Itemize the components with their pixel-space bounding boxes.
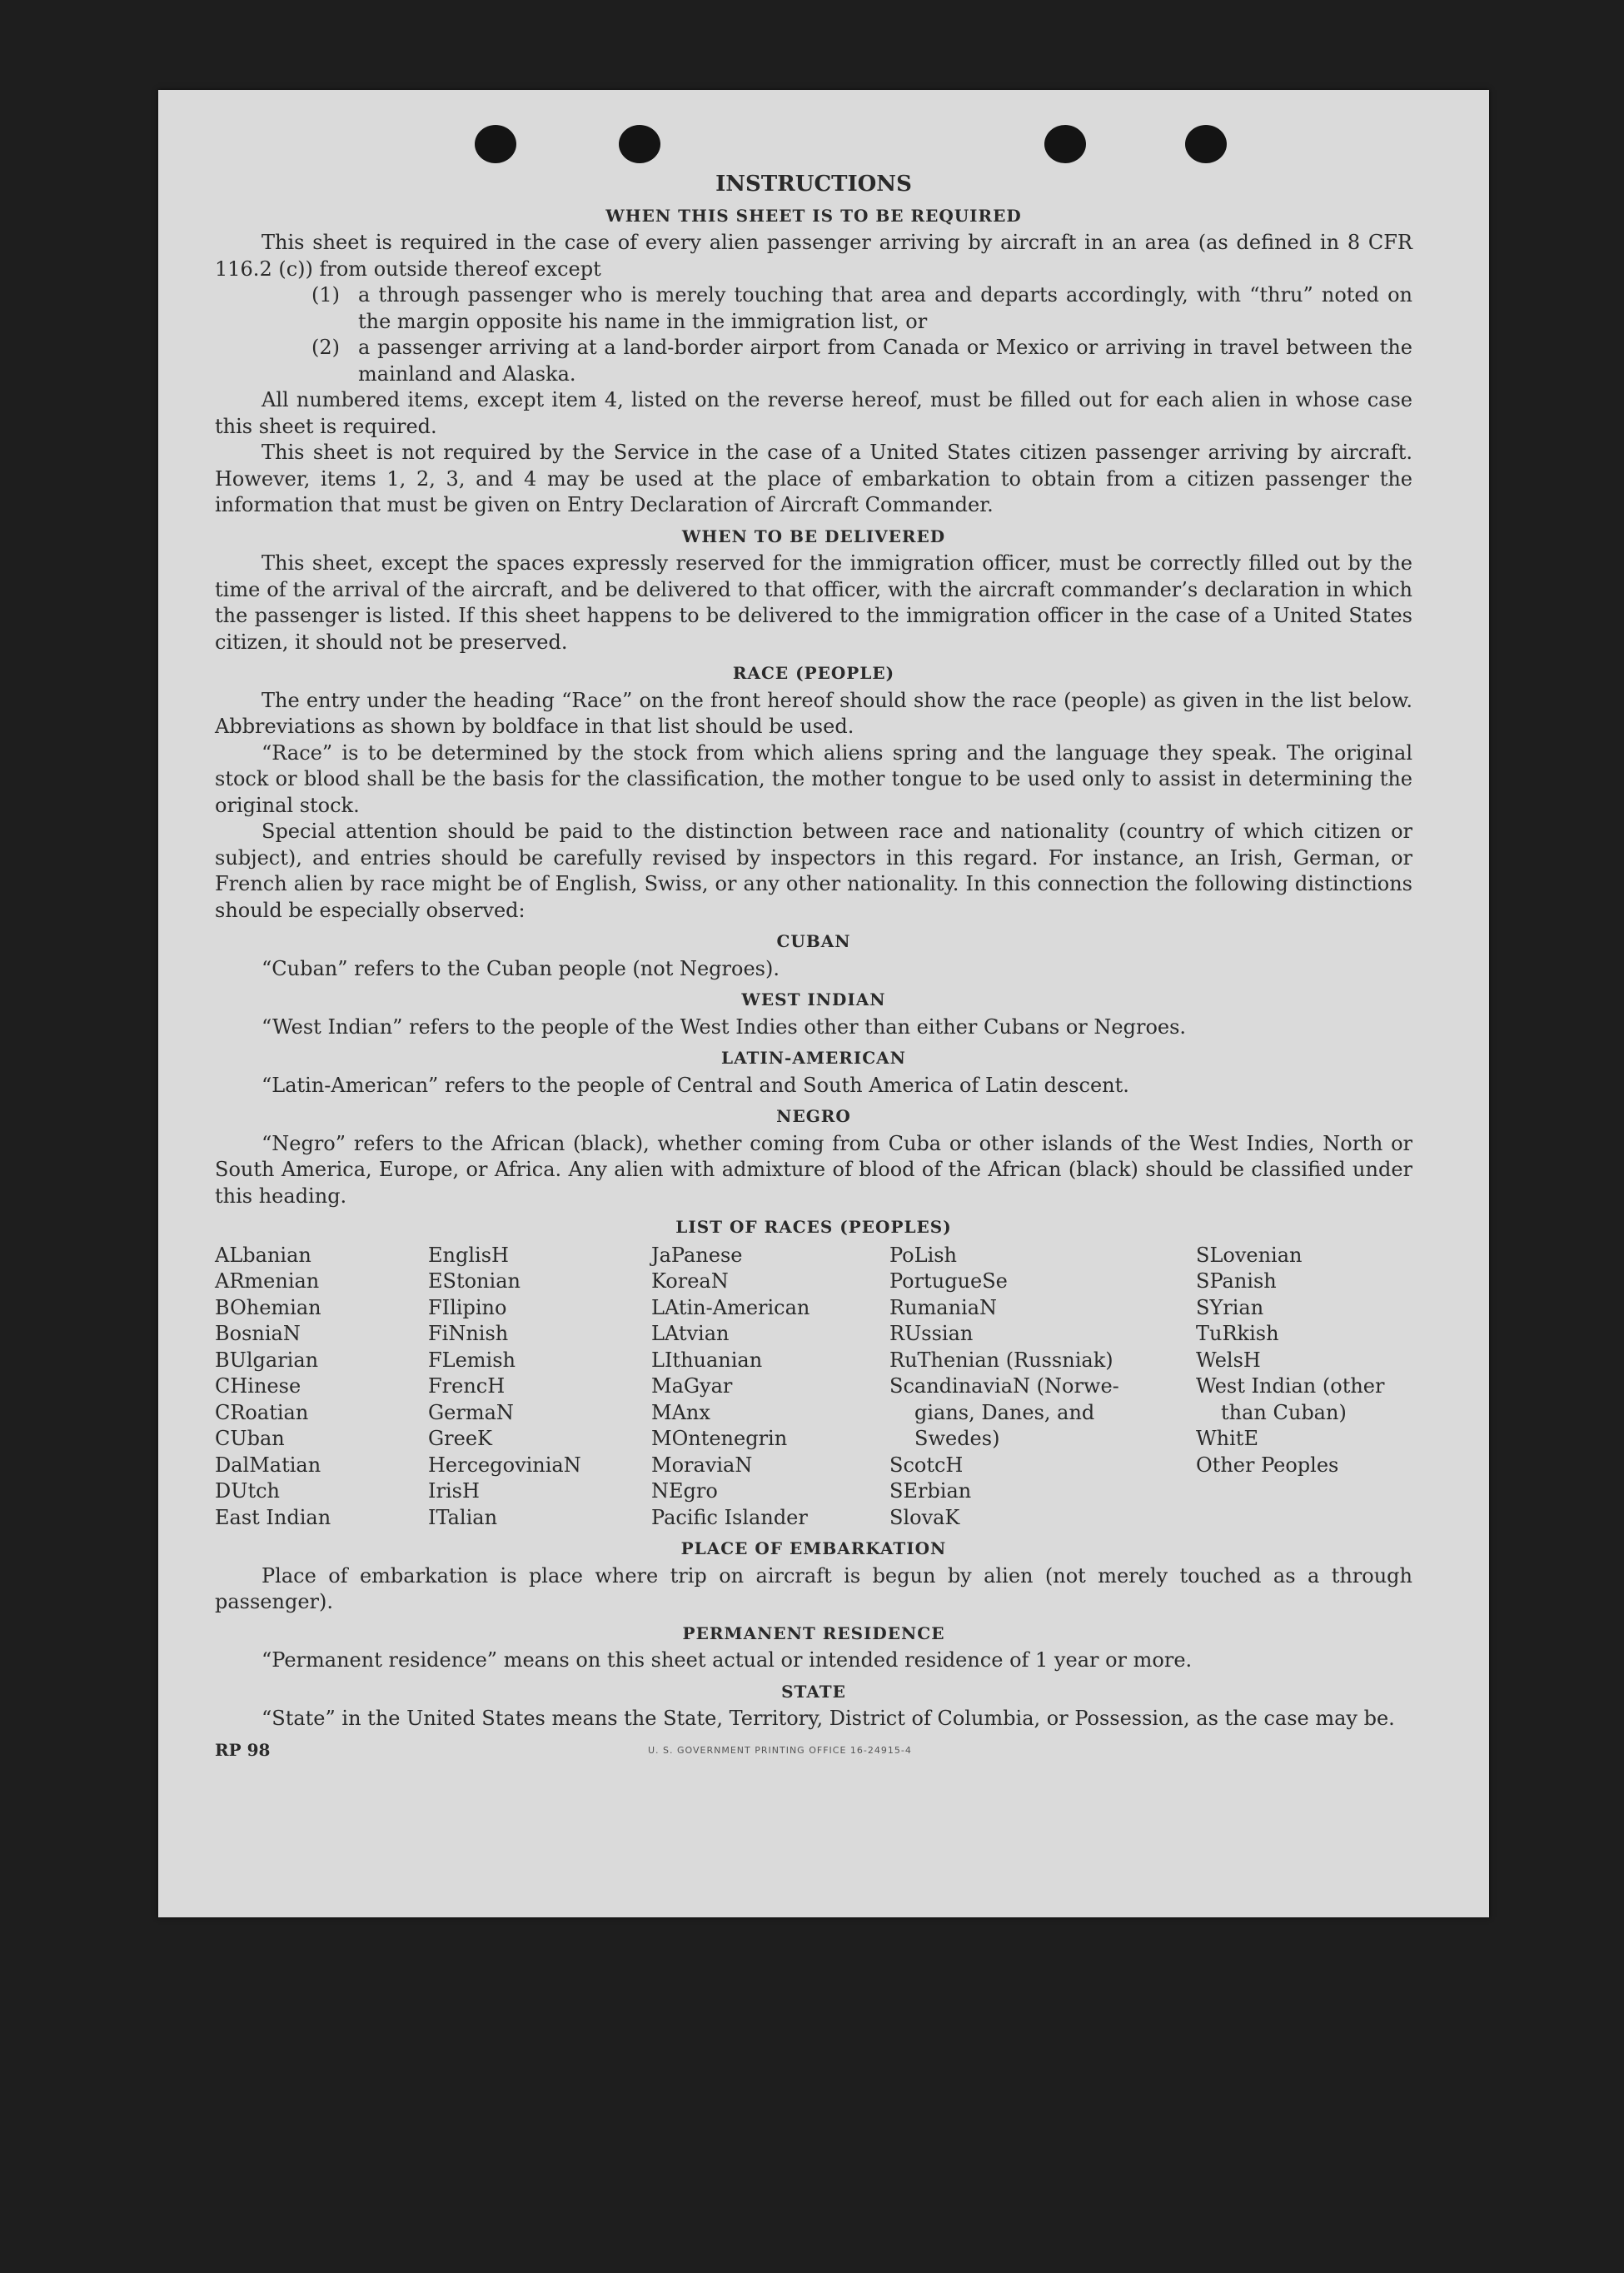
race-entry: EnglisH: [428, 1243, 509, 1267]
race-entry: CHinese: [215, 1374, 301, 1398]
race-entry: MAnx: [651, 1400, 710, 1424]
paragraph: All numbered items, except item 4, listed on the reverse hereof, must be filled out for each alien in whose case this sheet is required.: [215, 388, 1412, 438]
paragraph: “Latin-American” refers to the people of Central and South America of Latin descent.: [262, 1073, 1129, 1097]
list-item: [215, 335, 1412, 387]
race-entry: East Indian: [215, 1505, 331, 1529]
section-heading: PERMANENT RESIDENCE: [682, 1623, 945, 1643]
races-column: [889, 1243, 1196, 1532]
punch-hole: [619, 125, 660, 163]
section-heading: NEGRO: [776, 1106, 851, 1126]
race-entry: PoLish: [889, 1243, 958, 1267]
race-entry: ALbanian: [215, 1243, 311, 1267]
paragraph: “West Indian” refers to the people of the West Indies other than either Cubans or Negroes.: [262, 1014, 1187, 1039]
race-entry: Other Peoples: [1196, 1453, 1339, 1477]
paragraph: “State” in the United States means the State, Territory, District of Columbia, or Possession, as the case may be.: [262, 1707, 1395, 1730]
paragraph: This sheet, except the spaces expressly reserved for the immigration officer, must be correctly filled out by the time of the arrival of the aircraft, and be delivered to that officer, with the aircraft commander’s declaration in which the passenger is listed. If this sheet happens to be delivered to the immigration officer in the case of a United States citizen, it should not be preserved.: [215, 551, 1412, 654]
paragraph: Place of embarkation is place where trip on aircraft is begun by alien (not merely touched as a through passenger).: [215, 1563, 1412, 1613]
item-text: a passenger arriving at a land-border airport from Canada or Mexico or arriving in travel between the mainland and Alaska.: [358, 336, 1412, 386]
document-page: [158, 90, 1489, 1917]
race-entry: MoraviaN: [651, 1453, 753, 1477]
race-entry: EStonian: [428, 1269, 521, 1293]
paragraph: “Negro” refers to the African (black), whether coming from Cuba or other islands of the West Indies, North or South America, Europe, or Africa. Any alien with admixture of blood of the African (black) should be classified under this heading.: [215, 1131, 1412, 1208]
paragraph: This sheet is not required by the Service in the case of a United States citizen passenger arriving by aircraft. However, items 1, 2, 3, and 4 may be used at the place of embarkation to obtain from a citizen passenger the information that must be given on Entry Declaration of Aircraft Commander.: [215, 441, 1412, 516]
race-entry: BOhemian: [215, 1295, 321, 1319]
race-entry: RUssian: [889, 1322, 974, 1345]
section-heading: WHEN TO BE DELIVERED: [681, 526, 946, 546]
race-entry: CUban: [215, 1427, 285, 1450]
race-entry: ScandinaviaN (Norwe-: [889, 1374, 1119, 1398]
section-heading: PLACE OF EMBARKATION: [680, 1538, 947, 1558]
race-entry: JaPanese: [651, 1243, 743, 1267]
paragraph: Special attention should be paid to the distinction between race and nationality (country of which citizen or subject), and entries should be carefully revised by inspectors in this regard. For instance, an Irish, German, or French alien by race might be of English, Swiss, or any other nationality. In this connection the following distinctions should be especially observed:: [215, 820, 1412, 922]
section-heading: LIST OF RACES (PEOPLES): [675, 1217, 952, 1237]
race-entry: LAtvian: [651, 1322, 730, 1345]
race-entry: FIlipino: [428, 1295, 507, 1319]
section-heading: WHEN THIS SHEET IS TO BE REQUIRED: [605, 205, 1022, 226]
punch-hole: [1044, 125, 1086, 163]
races-column: [428, 1243, 651, 1532]
item-number: (2): [311, 336, 340, 359]
paragraph: This sheet is required in the case of every alien passenger arriving by aircraft in an area (as defined in 8 CFR 116.2 (c)) from outside thereof except: [215, 231, 1412, 281]
race-entry: FrencH: [428, 1374, 506, 1398]
race-entry: SlovaK: [889, 1505, 960, 1529]
race-entry: WhitE: [1196, 1427, 1258, 1450]
race-entry: HercegoviniaN: [428, 1453, 581, 1477]
section-heading: STATE: [781, 1681, 846, 1702]
section-heading: WEST INDIAN: [741, 989, 886, 1009]
race-entry: GreeK: [428, 1427, 492, 1450]
race-entry: ITalian: [428, 1505, 498, 1529]
races-list: [215, 1243, 1412, 1532]
list-item: [215, 282, 1412, 335]
race-entry: MOntenegrin: [651, 1427, 788, 1450]
section-heading: LATIN-AMERICAN: [721, 1048, 906, 1068]
race-entry: West Indian (other: [1196, 1374, 1385, 1398]
race-entry: gians, Danes, and: [914, 1400, 1095, 1424]
race-entry: FLemish: [428, 1348, 516, 1372]
section-heading: CUBAN: [776, 931, 851, 951]
race-entry: Pacific Islander: [651, 1505, 808, 1529]
race-entry: SYrian: [1196, 1295, 1264, 1319]
race-entry: IrisH: [428, 1479, 480, 1503]
race-entry: SPanish: [1196, 1269, 1277, 1293]
race-entry: LIthuanian: [651, 1348, 763, 1372]
race-entry: CRoatian: [215, 1400, 309, 1424]
item-text: a through passenger who is merely touching that area and departs accordingly, with “thru” noted on the margin opposite his name in the immigration list, or: [358, 283, 1412, 333]
race-entry: PortugueSe: [889, 1269, 1008, 1293]
race-entry: DalMatian: [215, 1453, 321, 1477]
page-footer: [215, 1737, 1412, 1764]
race-entry: MaGyar: [651, 1374, 733, 1398]
race-entry: WelsH: [1196, 1348, 1261, 1372]
item-number: (1): [311, 283, 340, 307]
race-entry: SLovenian: [1196, 1243, 1303, 1267]
race-entry: Swedes): [914, 1427, 1000, 1450]
races-column: [1196, 1243, 1412, 1532]
race-entry: LAtin-American: [651, 1295, 810, 1319]
paragraph: “Cuban” refers to the Cuban people (not Negroes).: [262, 956, 780, 980]
race-entry: SErbian: [889, 1479, 972, 1503]
race-entry: KoreaN: [651, 1269, 729, 1293]
punch-hole: [1185, 125, 1227, 163]
punch-hole: [475, 125, 516, 163]
printer-imprint: U. S. GOVERNMENT PRINTING OFFICE 16-24915-4: [648, 1744, 912, 1756]
races-column: [651, 1243, 889, 1532]
paragraph: “Race” is to be determined by the stock from which aliens spring and the language they speak. The original stock or blood shall be the basis for the classification, the mother tongue to be used only to assist in determining the original stock.: [215, 740, 1412, 817]
races-column: [215, 1243, 428, 1532]
instructions-content: [215, 167, 1412, 1763]
paragraph: The entry under the heading “Race” on the front hereof should show the race (people) as given in the list below. Abbreviations as shown by boldface in that list should be used.: [215, 688, 1412, 738]
race-entry: DUtch: [215, 1479, 281, 1503]
race-entry: ScotcH: [889, 1453, 964, 1477]
page-title: INSTRUCTIONS: [715, 172, 912, 197]
paragraph: “Permanent residence” means on this sheet actual or intended residence of 1 year or more.: [262, 1648, 1193, 1672]
race-entry: RumaniaN: [889, 1295, 998, 1319]
race-entry: BUlgarian: [215, 1348, 319, 1372]
race-entry: NEgro: [651, 1479, 718, 1503]
race-entry: TuRkish: [1196, 1322, 1279, 1345]
race-entry: than Cuban): [1221, 1400, 1347, 1424]
race-entry: RuThenian (Russniak): [889, 1348, 1113, 1372]
race-entry: BosniaN: [215, 1322, 301, 1345]
race-entry: FiNnish: [428, 1322, 509, 1345]
form-number: RP 98: [215, 1739, 271, 1760]
race-entry: GermaN: [428, 1400, 514, 1424]
race-entry: ARmenian: [215, 1269, 320, 1293]
section-heading: RACE (PEOPLE): [732, 663, 895, 683]
